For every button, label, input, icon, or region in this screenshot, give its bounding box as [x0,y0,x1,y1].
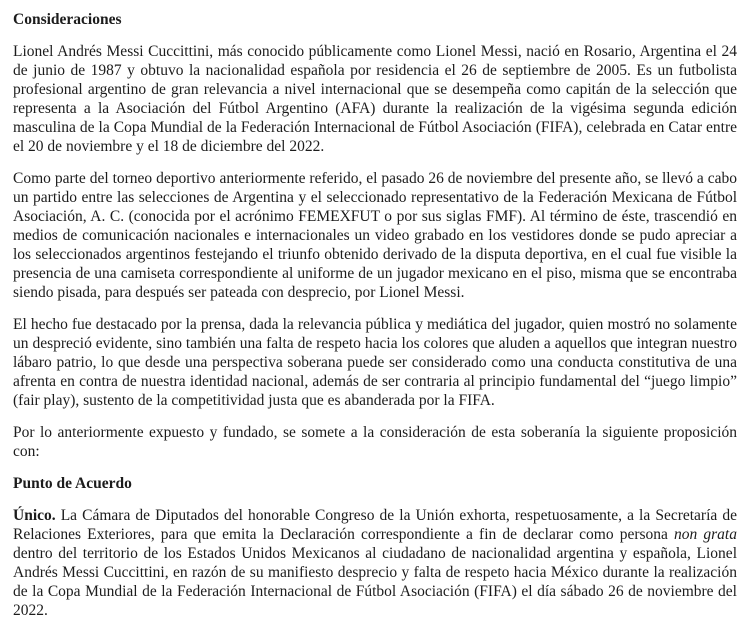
paragraph-messi-bio: Lionel Andrés Messi Cuccittini, más conocido públicamente como Lionel Messi, nació en Rosario, Argentina el 24 de junio de 1987 y obtuvo la nacionalidad española por residencia el 26 de septiembre de 2005. Es un futbolista profesional argentino de gran relevancia a nivel internacional que se desempeña como capitán de la selección que representa a la Asociación del Fútbol Argentino (AFA) durante la realización de la vigésima segunda edición masculina de la Copa Mundial de la Federación Internacional de Fútbol Asociación (FIFA), celebrada en Catar entre el 20 de noviembre y el 18 de diciembre del 2022. [13,43,737,155]
unico-text-before-italic: La Cámara de Diputados del honorable Congreso de la Unión exhorta, respetuosamente, a la Secretaría de Relaciones Exteriores, para que emita la Declaración correspondiente a fin de declarar como persona [13,507,737,543]
punto-de-acuerdo-heading: Punto de Acuerdo [13,475,132,492]
unico-bold-label: Único. [13,507,56,524]
paragraph-unico-resolution [13,506,737,620]
non-grata-italic-run: non grata [674,526,737,543]
unico-text-after-italic: dentro del territorio de los Estados Unidos Mexicanos al ciudadano de nacionalidad argentina y española, Lionel Andrés Messi Cuccittini, en razón de su manifiesto desprecio y falta de respeto hacia México durante la realización de la Copa Mundial de la Federación Internacional de Fútbol Asociación (FIFA) el día sábado 26 de noviembre del 2022. [13,545,737,619]
paragraph-proposal-intro: Por lo anteriormente expuesto y fundado, se somete a la consideración de esta soberanía la siguiente proposición con: [13,424,737,460]
considerations-heading: Consideraciones [13,11,122,28]
paragraph-press-reaction: El hecho fue destacado por la prensa, dada la relevancia pública y mediática del jugador, quien mostró no solamente un despreció evidente, sino también una falta de respeto hacia los colores que aluden a aquellos que integran nuestro lábaro patrio, lo que desde una perspectiva soberana puede ser considerado como una conducta constitutiva de una afrenta en contra de nuestra identidad nacional, además de ser contraria al principio fundamental del “juego limpio” (fair play), sustento de la competitividad justa que es abanderada por la FIFA. [13,316,737,409]
paragraph-match-incident: Como parte del torneo deportivo anteriormente referido, el pasado 26 de noviembre del presente año, se llevó a cabo un partido entre las selecciones de Argentina y el seleccionado representativo de la Federación Mexicana de Fútbol Asociación, A. C. (conocida por el acrónimo FEMEXFUT o por sus siglas FMF). Al término de éste, trascendió en medios de comunicación nacionales e internacionales un video grabado en los vestidores donde se pudo apreciar a los seleccionados argentinos festejando el triunfo obtenido derivado de la disputa deportiva, en el cual fue visible la presencia de una camiseta correspondiente al uniforme de un jugador mexicano en el piso, misma que se encontraba siendo pisada, para después ser pateada con desprecio, por Lionel Messi. [13,170,737,301]
